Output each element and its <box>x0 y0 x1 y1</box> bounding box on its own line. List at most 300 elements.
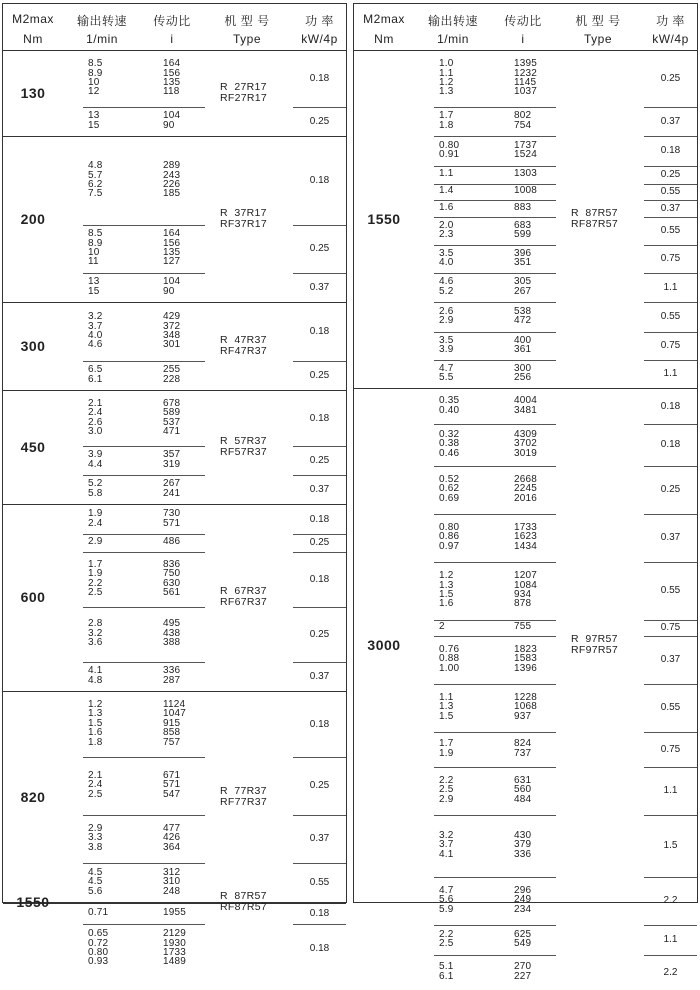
speed-value: 1.2 <box>439 570 454 582</box>
power-divider <box>644 107 697 108</box>
power-value: 0.25 <box>660 169 681 180</box>
speed-value: 10 <box>88 247 100 258</box>
speed-value: 1.6 <box>439 201 454 213</box>
ratio-number: 2245 <box>514 483 538 495</box>
torque-group <box>3 391 346 505</box>
ratio-number: 1084 <box>514 579 538 591</box>
power-divider <box>644 136 697 137</box>
speed-row <box>354 389 699 424</box>
speed-value: 0.72 <box>88 937 109 949</box>
power-value: 0.18 <box>309 718 330 730</box>
output-speed <box>88 479 103 498</box>
row-divider <box>434 424 556 425</box>
speed-value: 2.9 <box>88 536 103 548</box>
speed-value: 2.4 <box>88 407 103 419</box>
ratio-number: 305 <box>514 276 532 288</box>
power-divider <box>644 332 697 333</box>
ratio-number: 2129 <box>163 928 187 940</box>
ratio-value <box>163 700 186 747</box>
ratio-number: 1583 <box>514 653 538 665</box>
ratio-value <box>163 450 180 469</box>
output-speed <box>439 336 454 355</box>
speed-value: 0.35 <box>439 395 460 407</box>
ratio-value <box>514 364 531 383</box>
speed-value: 1.4 <box>439 185 454 197</box>
ratio-number: 156 <box>163 67 181 79</box>
power-divider <box>293 815 346 816</box>
header-torque-cell <box>354 4 414 50</box>
speed-value: 13 <box>88 110 100 122</box>
speed-value: 2.4 <box>88 517 103 529</box>
header-power-cell <box>291 4 348 50</box>
speed-value: 0.46 <box>439 447 460 459</box>
speed-row <box>354 925 699 955</box>
power-value: 0.75 <box>660 622 681 633</box>
speed-value: 1.7 <box>88 558 103 570</box>
speed-value: 0.38 <box>439 438 460 450</box>
ratio-number: 1955 <box>163 907 187 919</box>
header-type-cell <box>203 4 291 50</box>
speed-value: 3.2 <box>439 829 454 841</box>
speed-value: 5.1 <box>439 961 454 973</box>
power-divider <box>293 107 346 108</box>
output-speed <box>439 141 459 160</box>
power-value: 0.18 <box>309 175 330 186</box>
ratio-number: 243 <box>163 169 181 181</box>
ratio-number: 883 <box>514 201 532 213</box>
output-speed <box>439 430 459 458</box>
power-value: 1.1 <box>663 281 678 293</box>
output-speed <box>439 693 454 721</box>
ratio-number: 3481 <box>514 404 538 416</box>
model-rf: RF57R37 <box>220 445 268 458</box>
ratio-value <box>514 831 531 859</box>
power-value: 0.25 <box>309 369 330 381</box>
output-speed <box>88 560 103 598</box>
header-ratio-cell <box>492 4 554 50</box>
speed-value: 1.5 <box>88 717 103 729</box>
ratio-number: 372 <box>163 320 181 332</box>
row-divider <box>83 757 205 758</box>
ratio-value <box>163 868 180 896</box>
header-type-unit: Type <box>232 32 261 46</box>
ratio-value <box>163 509 180 528</box>
output-speed <box>439 277 454 296</box>
ratio-number: 915 <box>163 717 181 729</box>
ratio-number: 631 <box>514 774 532 786</box>
ratio-number: 755 <box>514 621 532 633</box>
speed-value: 4.6 <box>439 276 454 288</box>
ratio-number: 296 <box>514 884 532 896</box>
ratio-number: 351 <box>514 257 532 268</box>
speed-value: 5.7 <box>88 169 103 181</box>
ratio-number: 226 <box>163 179 181 190</box>
output-speed <box>439 930 454 949</box>
speed-row <box>354 955 699 990</box>
ratio-value <box>514 571 537 609</box>
row-divider <box>83 475 205 476</box>
ratio-value <box>163 560 180 598</box>
speed-value: 1.8 <box>439 119 454 131</box>
power-value: 0.75 <box>660 340 681 351</box>
ratio-value <box>514 622 531 631</box>
ratio-number: 1395 <box>514 58 538 70</box>
power-value: 1.5 <box>663 840 678 851</box>
ratio-value <box>514 739 531 758</box>
ratio-number: 429 <box>163 311 181 323</box>
header-power-label: 功 率 <box>656 14 685 28</box>
speed-value: 0.69 <box>439 492 460 504</box>
ratio-number: 312 <box>163 866 181 878</box>
ratio-number: 537 <box>163 416 181 428</box>
model-r: R 47R37 <box>220 333 267 346</box>
power-value: 0.37 <box>309 483 330 495</box>
ratio-value <box>514 169 537 178</box>
ratio-value <box>514 277 531 296</box>
power-value: 0.25 <box>660 484 681 495</box>
row-divider <box>83 863 205 864</box>
output-speed <box>88 365 103 384</box>
speed-row <box>354 273 699 302</box>
output-speed <box>88 700 103 747</box>
speed-value: 2.9 <box>439 315 454 326</box>
ratio-number: 571 <box>163 517 181 529</box>
speed-value: 2.6 <box>88 416 103 428</box>
model-rf: RF67R37 <box>220 596 268 608</box>
header-power-cell <box>642 4 699 50</box>
ratio-number: 357 <box>163 449 181 461</box>
ratio-number: 255 <box>163 364 181 376</box>
model-rf: RF87R57 <box>571 217 619 230</box>
output-speed <box>439 111 454 130</box>
output-speed <box>88 59 103 97</box>
speed-row <box>354 166 699 184</box>
speed-row <box>3 107 348 136</box>
speed-value: 4.7 <box>439 362 454 374</box>
power-divider <box>293 446 346 447</box>
table-header <box>354 4 697 51</box>
ratio-number: 495 <box>163 618 181 630</box>
ratio-value <box>514 59 537 97</box>
ratio-value <box>163 771 180 799</box>
output-speed <box>439 739 454 758</box>
speed-value: 3.5 <box>439 247 454 259</box>
ratio-number: 241 <box>163 487 181 499</box>
speed-value: 2.3 <box>439 229 454 240</box>
right-spec-table <box>353 3 698 982</box>
ratio-number: 1124 <box>163 699 186 710</box>
power-divider <box>644 200 697 201</box>
ratio-number: 1008 <box>514 185 538 197</box>
speed-value: 5.5 <box>439 372 454 383</box>
speed-value: 0.80 <box>439 139 460 151</box>
speed-row <box>354 877 699 925</box>
header-type-cell <box>554 4 642 50</box>
ratio-number: 549 <box>514 938 532 949</box>
ratio-value <box>163 229 180 267</box>
speed-row <box>3 815 348 863</box>
model-r: R 37R17 <box>220 206 267 219</box>
speed-value: 5.2 <box>439 285 454 297</box>
header-power-unit: kW/4p <box>301 32 338 46</box>
model-r: R 77R37 <box>220 784 267 797</box>
speed-value: 15 <box>88 119 100 131</box>
speed-row <box>354 302 699 332</box>
speed-value: 1.1 <box>439 691 454 703</box>
output-speed <box>88 111 100 130</box>
ratio-number: 858 <box>163 727 181 739</box>
speed-value: 6.1 <box>439 970 454 982</box>
ratio-number: 547 <box>163 788 181 800</box>
power-divider <box>293 361 346 362</box>
power-divider <box>644 184 697 185</box>
speed-row <box>354 136 699 166</box>
power-divider <box>293 607 346 608</box>
row-divider <box>434 955 556 956</box>
torque-group <box>354 389 697 982</box>
speed-row <box>3 361 348 390</box>
speed-value: 1.2 <box>439 77 454 88</box>
speed-value: 1.9 <box>439 747 454 759</box>
power-divider <box>293 273 346 274</box>
ratio-number: 185 <box>163 188 181 200</box>
ratio-number: 671 <box>163 769 181 781</box>
power-value: 0.25 <box>660 73 681 84</box>
speed-row <box>354 632 699 684</box>
speed-row <box>3 662 348 691</box>
power-value: 0.18 <box>660 145 681 156</box>
header-ratio-unit: i <box>170 32 174 46</box>
speed-row <box>354 815 699 877</box>
header-power-unit: kW/4p <box>652 32 689 46</box>
ratio-number: 4004 <box>514 395 538 407</box>
row-divider <box>434 684 556 685</box>
ratio-number: 1068 <box>514 701 538 713</box>
ratio-number: 135 <box>163 247 181 258</box>
speed-row <box>3 273 348 302</box>
speed-value: 2.2 <box>439 928 454 940</box>
power-value: 0.75 <box>660 253 681 264</box>
ratio-value <box>514 186 537 195</box>
speed-value: 4.8 <box>88 674 103 686</box>
torque-value: 1550 <box>16 894 50 910</box>
speed-row <box>3 51 348 107</box>
speed-value: 4.5 <box>88 876 103 888</box>
speed-value: 6.2 <box>88 179 103 190</box>
model-r: R 97R57 <box>571 632 618 645</box>
output-speed <box>439 475 459 503</box>
speed-value: 0.62 <box>439 483 460 495</box>
row-divider <box>434 514 556 515</box>
speed-value: 3.0 <box>88 425 103 437</box>
header-speed-unit: 1/min <box>86 32 118 46</box>
power-value: 1.1 <box>663 785 678 796</box>
header-speed-cell <box>414 4 492 50</box>
power-value: 0.37 <box>309 670 330 682</box>
power-value: 0.55 <box>660 186 681 197</box>
torque-value: 600 <box>20 589 46 605</box>
ratio-number: 270 <box>514 961 532 973</box>
ratio-value <box>514 523 537 551</box>
torque-value: 3000 <box>367 636 401 653</box>
header-speed-unit: 1/min <box>437 32 469 46</box>
power-divider <box>644 302 697 303</box>
speed-value: 4.6 <box>88 339 103 351</box>
ratio-number: 1930 <box>163 937 187 949</box>
ratio-number: 1145 <box>514 77 537 88</box>
power-value: 0.18 <box>309 908 330 919</box>
table-header <box>3 4 346 51</box>
speed-value: 0.91 <box>439 149 460 160</box>
ratio-number: 878 <box>514 598 532 610</box>
ratio-number: 430 <box>514 829 532 841</box>
ratio-value <box>514 886 531 914</box>
ratio-number: 737 <box>514 747 532 759</box>
row-divider <box>434 466 556 467</box>
ratio-number: 4309 <box>514 428 538 440</box>
speed-value: 6.5 <box>88 364 103 376</box>
speed-value: 4.7 <box>439 884 454 896</box>
speed-row <box>354 245 699 273</box>
power-value: 0.25 <box>309 628 330 640</box>
speed-row <box>3 692 348 757</box>
power-divider <box>293 534 346 535</box>
power-value: 1.1 <box>663 368 678 379</box>
ratio-value <box>514 111 531 130</box>
torque-value: 200 <box>20 210 46 227</box>
row-divider <box>434 136 556 137</box>
speed-value: 0.80 <box>439 521 460 533</box>
speed-value: 4.0 <box>439 257 454 268</box>
ratio-number: 248 <box>163 885 181 897</box>
ratio-number: 1037 <box>514 86 538 98</box>
ratio-number: 486 <box>163 536 181 548</box>
speed-value: 0.52 <box>439 473 460 485</box>
ratio-number: 438 <box>163 627 181 639</box>
speed-value: 1.3 <box>439 579 454 591</box>
power-divider <box>644 273 697 274</box>
ratio-number: 164 <box>163 58 181 70</box>
ratio-number: 267 <box>163 478 181 490</box>
ratio-number: 1303 <box>514 168 538 180</box>
ratio-number: 1228 <box>514 691 538 703</box>
left-spec-table <box>2 3 347 968</box>
speed-value: 0.65 <box>88 928 109 940</box>
ratio-number: 754 <box>514 119 532 131</box>
ratio-value <box>163 619 180 647</box>
speed-value: 2.2 <box>88 577 103 589</box>
speed-value: 0.86 <box>439 531 460 543</box>
speed-value: 7.5 <box>88 188 103 200</box>
ratio-number: 267 <box>514 285 532 297</box>
ratio-number: 625 <box>514 928 532 940</box>
speed-value: 2.6 <box>439 305 454 317</box>
speed-value: 2.9 <box>88 822 103 834</box>
power-divider <box>644 767 697 768</box>
torque-group <box>3 692 346 904</box>
speed-value: 2.2 <box>439 774 454 786</box>
ratio-number: 2668 <box>514 473 538 485</box>
header-torque-cell <box>3 4 63 50</box>
ratio-value <box>514 693 537 721</box>
header-ratio-label: 传动比 <box>504 14 542 28</box>
ratio-number: 1733 <box>514 521 538 533</box>
ratio-number: 678 <box>163 397 181 409</box>
power-value: 2.2 <box>663 966 678 978</box>
speed-value: 2.5 <box>88 586 103 598</box>
row-divider <box>434 925 556 926</box>
row-divider <box>434 360 556 361</box>
output-speed <box>439 523 459 551</box>
ratio-number: 683 <box>514 219 532 231</box>
row-divider <box>83 107 205 108</box>
power-divider <box>644 955 697 956</box>
speed-row <box>354 51 699 107</box>
power-divider <box>644 636 697 637</box>
speed-row <box>3 446 348 475</box>
output-speed <box>439 203 454 212</box>
ratio-number: 1623 <box>514 531 538 543</box>
output-speed <box>88 666 103 685</box>
ratio-value <box>163 59 180 97</box>
torque-group <box>3 303 346 391</box>
torque-group <box>354 51 697 389</box>
ratio-value <box>514 776 531 804</box>
speed-value: 2.4 <box>88 779 103 791</box>
header-torque-unit: Nm <box>374 32 394 46</box>
ratio-value <box>514 221 531 240</box>
power-divider <box>644 815 697 816</box>
speed-row <box>354 466 699 514</box>
row-divider <box>434 620 556 621</box>
model-r: R 57R37 <box>220 434 267 447</box>
speed-value: 5.2 <box>88 478 103 490</box>
output-speed <box>439 645 459 673</box>
row-divider <box>434 217 556 218</box>
output-speed <box>439 307 454 326</box>
output-speed <box>88 537 103 546</box>
header-ratio-cell <box>141 4 203 50</box>
ratio-value <box>514 203 531 212</box>
speed-value: 4.8 <box>88 160 103 172</box>
row-divider <box>434 732 556 733</box>
model-rf: RF77R37 <box>220 795 268 808</box>
speed-value: 3.6 <box>88 637 103 649</box>
power-divider <box>644 424 697 425</box>
row-divider <box>83 607 205 608</box>
speed-row <box>3 225 348 273</box>
ratio-number: 319 <box>163 458 181 470</box>
row-divider <box>434 767 556 768</box>
power-divider <box>644 166 697 167</box>
ratio-number: 3702 <box>514 438 538 450</box>
speed-value: 3.9 <box>88 449 103 461</box>
ratio-number: 364 <box>163 841 181 853</box>
power-value: 0.75 <box>660 743 681 755</box>
ratio-number: 127 <box>163 256 181 268</box>
speed-value: 2 <box>439 621 445 633</box>
speed-value: 15 <box>88 285 100 297</box>
speed-value: 3.2 <box>88 627 103 639</box>
ratio-number: 2016 <box>514 492 538 504</box>
row-divider <box>83 446 205 447</box>
speed-value: 4.0 <box>88 330 103 341</box>
ratio-value <box>514 645 537 673</box>
speed-value: 11 <box>88 256 99 268</box>
output-speed <box>439 962 454 981</box>
ratio-number: 836 <box>163 558 181 570</box>
row-divider <box>83 534 205 535</box>
